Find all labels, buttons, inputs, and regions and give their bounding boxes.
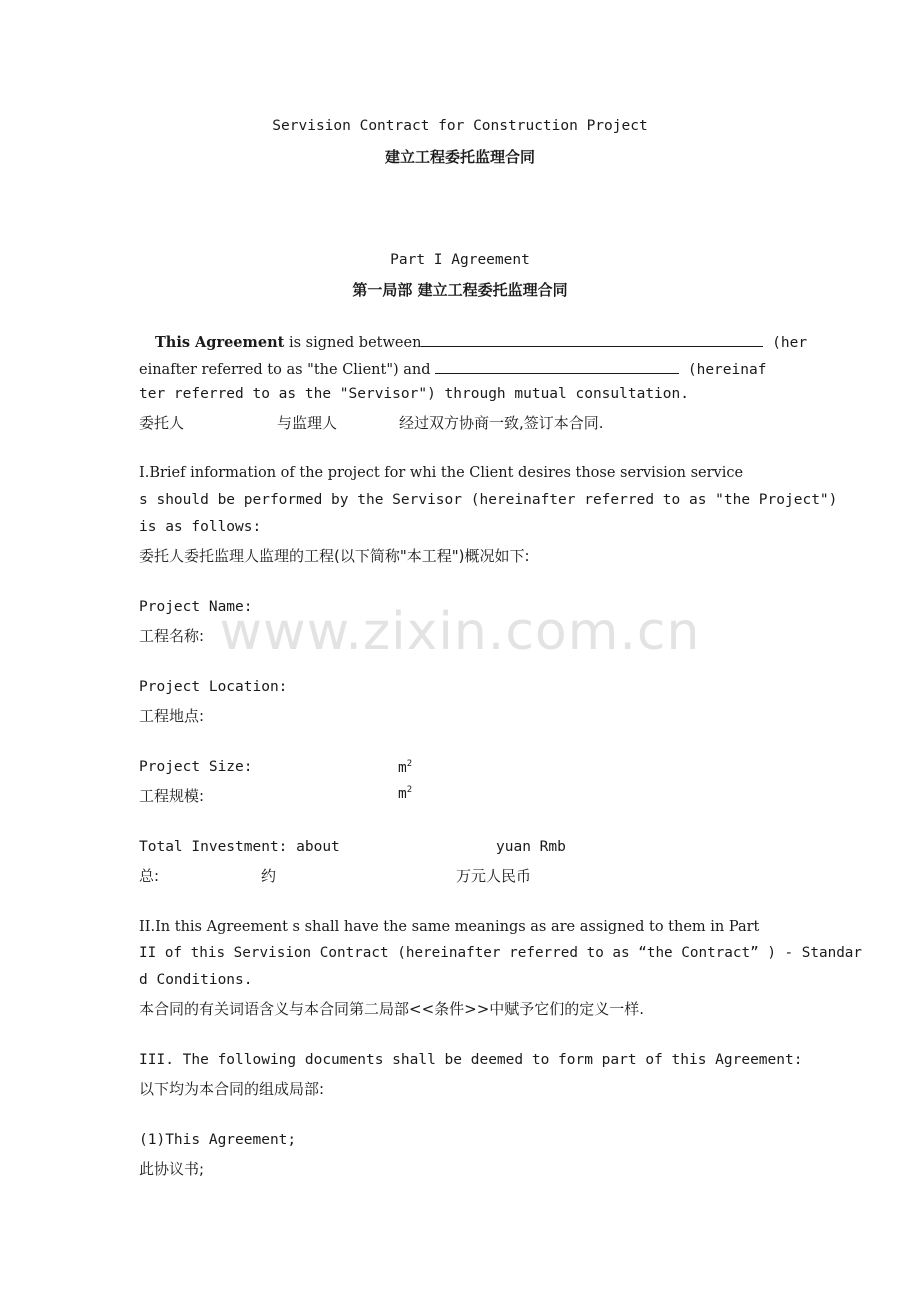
section1-line-1: I.Brief information of the project for whi the Client desires those servision service — [139, 465, 744, 481]
item-1-en: (1)This Agreement; — [139, 1132, 297, 1148]
section2-line-2: II of this Servision Contract (hereinafter referred to as “the Contract” ) - Standar — [139, 945, 863, 961]
intro-line-2 — [139, 359, 766, 378]
size-unit-base: m — [398, 785, 407, 802]
project-size-label-zh: 工程规模: — [139, 787, 205, 805]
intro-line1-end: (her — [763, 335, 808, 351]
project-location-label-zh: 工程地点: — [139, 707, 205, 725]
section3-zh: 以下均为本合同的组成局部: — [139, 1080, 325, 1098]
investment-unit-en: yuan Rmb — [496, 839, 566, 855]
size-unit-base: m — [398, 759, 407, 776]
intro-line2-end: (hereinaf — [679, 362, 767, 378]
intro-line2-start: einafter referred to as "the Client") and — [139, 362, 436, 378]
section2-zh: 本合同的有关词语含义与本合同第二局部<<条件>>中赋予它们的定义一样. — [139, 1000, 645, 1018]
investment-label-en: Total Investment: about — [139, 839, 340, 855]
intro-line-1 — [155, 332, 807, 351]
intro-zh-b: 与监理人 — [277, 414, 338, 432]
document-title-zh: 建立工程委托监理合同 — [384, 148, 535, 166]
project-name-label-zh: 工程名称: — [139, 627, 205, 645]
project-name-label-en: Project Name: — [139, 599, 253, 615]
intro-zh-c: 经过双方协商一致,签订本合同. — [399, 414, 604, 432]
section2-line-1: II.In this Agreement s shall have the same meanings as are assigned to them in Part — [139, 919, 760, 935]
section3-line-1: III. The following documents shall be deemed to form part of this Agreement: — [139, 1052, 803, 1068]
project-size-label-en: Project Size: — [139, 759, 253, 775]
section1-zh: 委托人委托监理人监理的工程(以下简称"本工程")概况如下: — [139, 547, 530, 565]
part-title-en: Part I Agreement — [390, 252, 530, 268]
watermark: www.zixin.com.cn — [219, 602, 701, 662]
size-unit-sup: 2 — [406, 759, 413, 769]
section2-line-3: d Conditions. — [139, 972, 253, 988]
investment-unit-zh: 万元人民币 — [456, 867, 532, 885]
item-1-zh: 此协议书; — [139, 1160, 205, 1178]
servisor-name-blank — [435, 359, 679, 374]
project-size-unit-en — [398, 759, 412, 776]
document-title-en: Servision Contract for Construction Project — [272, 118, 648, 134]
investment-label-zh: 总: — [139, 867, 160, 885]
intro-line-3: ter referred to as the "Servisor") through mutual consultation. — [139, 386, 689, 402]
intro-bold-start: This Agreement — [155, 334, 285, 351]
intro-zh-a: 委托人 — [139, 414, 185, 432]
part-title-zh: 第一局部 建立工程委托监理合同 — [352, 281, 568, 299]
project-size-unit-zh — [398, 785, 412, 802]
size-unit-sup: 2 — [406, 785, 413, 795]
section1-line-2: s should be performed by the Servisor (hereinafter referred to as "the Project") — [139, 492, 838, 508]
intro-line1-rest: is signed between — [284, 335, 422, 351]
section1-line-3: is as follows: — [139, 519, 262, 535]
investment-about-zh: 约 — [261, 867, 277, 885]
client-name-blank — [421, 332, 763, 347]
project-location-label-en: Project Location: — [139, 679, 288, 695]
